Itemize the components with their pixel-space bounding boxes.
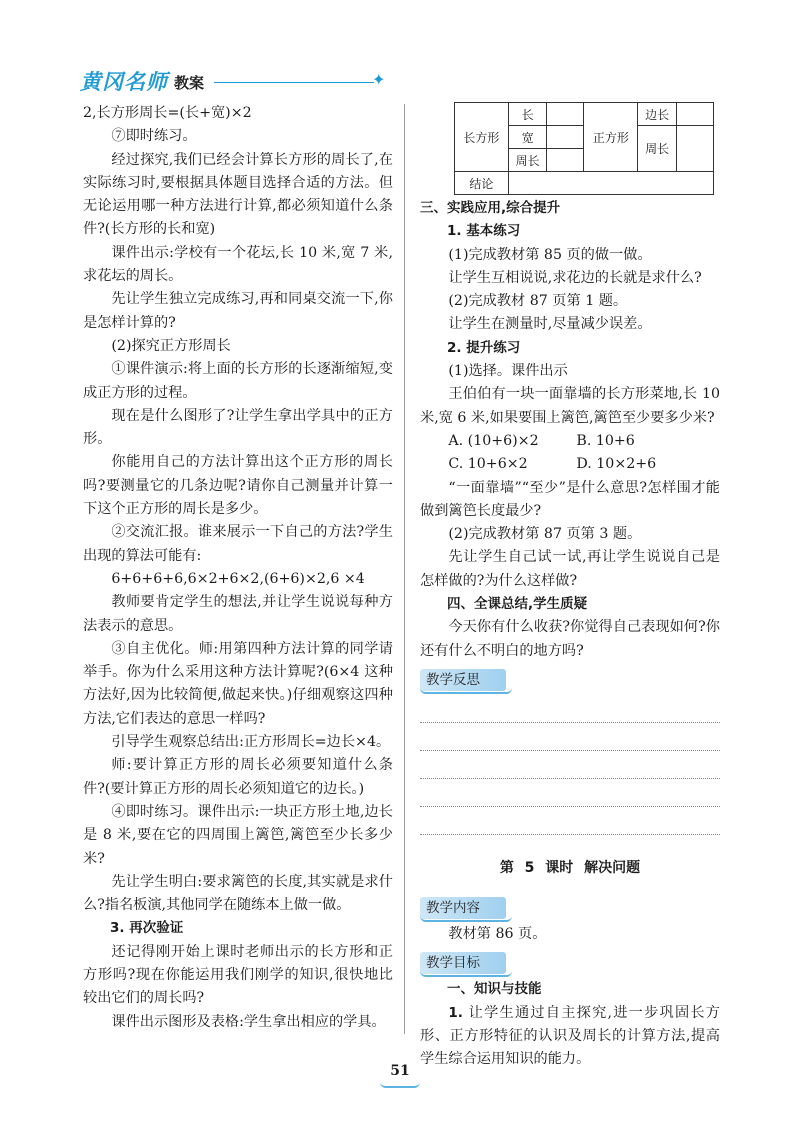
tag-underline [420,688,512,694]
table-cell-rectangle: 长方形 [455,103,509,172]
paragraph: 你能用自己的方法计算出这个正方形的周长吗?要测量它的几条边呢?请你自己测量并计算一下这个正方形的周长是多少。 [83,454,393,518]
header-rule [214,82,374,83]
table-cell-perimeter: 周长 [508,149,547,172]
dotted-line [420,779,720,807]
dotted-line [420,695,720,723]
left-column [83,102,393,1034]
paragraph: 师:要计算正方形的周长必须要知道什么条件?(要计算正方形的周长必须知道它的边长。) [83,757,393,797]
paragraph: (1)选择。课件出示 [448,363,568,380]
table-cell-square: 正方形 [584,103,638,172]
dotted-line [420,751,720,779]
paragraph: 6+6+6+6,6×2+6×2,(6+6)×2,6 ×4 [111,570,365,587]
content-tag-label: 教学内容 [426,899,480,916]
section-heading: 2. 提升练习 [447,339,521,356]
paragraph: 王伯伯有一块一面靠墙的长方形菜地,长 10 米,宽 6 米,如果要围上篱笆,篱笆至少要多少米? [420,386,720,426]
section-heading: 三、实践应用,综合提升 [420,200,561,216]
paragraph: 现在是什么图形了?让学生拿出学具中的正方形。 [83,407,393,448]
table-cell-empty [547,126,584,149]
reflection-lines [420,695,720,835]
table-cell-empty [547,103,584,126]
paragraph: (2)完成教材第 87 页第 3 题。 [448,526,642,543]
paragraph: 教师要肯定学生的想法,并让学生说说每种方法表示的意思。 [83,594,393,634]
paragraph: “一面靠墙”“至少”是什么意思?怎样围才能做到篱笆长度最少? [420,479,720,519]
paragraph: 先让学生独立完成练习,再和同桌交流一下,你是怎样计算的? [83,291,393,331]
paragraph: ②交流汇报。谁来展示一下自己的方法?学生出现的算法可能有: [83,524,393,564]
table-cell-length: 长 [508,103,547,126]
star-icon: ✦ [372,70,386,89]
table-cell-conclusion: 结论 [455,172,509,195]
paragraph: ①课件演示:将上面的长方形的长逐渐缩短,变成正方形的过程。 [83,361,393,401]
table-cell-empty [547,149,584,172]
section-heading: 一、知识与技能 [447,981,542,998]
options-row [420,430,720,453]
option-d: D. 10×2+6 [576,456,657,473]
paragraph: 让学生在测量时,尽量减少误差。 [448,316,652,333]
section-heading: 3. 再次验证 [110,920,184,937]
tag-underline [420,971,512,977]
page-number: 51 [390,1063,410,1079]
goal-tag-label: 教学目标 [426,955,480,972]
content-tag [420,897,480,919]
page-number-underline [380,1082,420,1088]
paragraph: 引导学生观察总结出:正方形周长=边长×4。 [111,734,391,751]
paragraph: 课件出示图形及表格:学生拿出相应的学具。 [111,1013,386,1030]
paragraph: (1)完成教材第 85 页的做一做。 [448,246,652,263]
paragraph: (2)探究正方形周长 [111,337,231,354]
section-heading: 四、全课总结,学生质疑 [447,596,588,613]
paragraph: 2,长方形周长=(长+宽)×2 [83,105,252,121]
table-cell-width: 宽 [508,126,547,149]
table-cell-empty [677,103,714,126]
paragraph [420,1002,720,1072]
page-header [80,66,386,96]
section-heading: 1. 基本练习 [447,223,521,240]
table-cell-square-perimeter: 周长 [638,126,677,172]
column-divider [404,104,405,1034]
options-row [420,453,720,476]
reflection-tag-label: 教学反思 [426,671,480,688]
option-c: C. 10+6×2 [448,456,528,473]
lesson-title: 第 5 课时 解决问题 [499,859,641,876]
paragraph: 课件出示:学校有一个花坛,长 10 米,宽 7 米,求花坛的周长。 [83,244,393,285]
right-column [420,102,720,1071]
paragraph: ⑦即时练习。 [111,128,197,145]
paragraph: 经过探究,我们已经会计算长方形的周长了,在实际练习时,要根据具体题目选择合适的方法。但无论运用哪一种方法进行计算,都必须知道什么条件?(长方形的长和宽) [83,151,393,238]
item-number: 1. [448,1004,463,1021]
paragraph: 教材第 86 页。 [448,925,547,942]
goal-tag [420,952,480,974]
paragraph: 今天你有什么收获?你觉得自己表现如何?你还有什么不明白的地方吗? [420,619,720,659]
dotted-line [420,807,720,835]
item-text: 让学生通过自主探究,进一步巩固长方形、正方形特征的认识及周长的计算方法,提高学生综合运用知识的能力。 [420,1004,720,1068]
paragraph: 让学生互相说说,求花边的长就是求什么? [448,269,702,286]
reflection-tag [420,669,480,691]
tag-underline [420,916,512,922]
comparison-table [454,102,714,195]
paragraph: ③自主优化。师:用第四种方法计算的同学请举手。你为什么采用这种方法计算呢?(6×4 这种方法好,因为比较简便,做起来快。)仔细观察这四种方法,它们表达的意思一样吗? [83,640,393,727]
table-cell-empty [508,172,713,195]
dotted-line [420,723,720,751]
paragraph: 还记得刚开始上课时老师出示的长方形和正方形吗?现在你能运用我们刚学的知识,很快地比较出它们的周长吗? [83,943,393,1007]
option-b: B. 10+6 [576,432,635,449]
table-cell-empty [677,126,714,172]
brand-logo: 黄冈名师 [80,70,168,94]
brand-subtitle: 教案 [174,74,205,92]
option-a: A. (10+6)×2 [448,432,539,449]
paragraph: 先让学生明白:要求篱笆的长度,其实就是求什么?指名板演,其他同学在随练本上做一做。 [83,873,393,914]
table-cell-side: 边长 [638,103,677,126]
paragraph: (2)完成教材 87 页第 1 题。 [448,293,628,310]
paragraph: 先让学生自己试一试,再让学生说说自己是怎样做的?为什么这样做? [420,549,720,589]
paragraph: ④即时练习。课件出示:一块正方形土地,边长是 8 米,要在它的四周围上篱笆,篱笆至少长多少米? [83,803,393,867]
